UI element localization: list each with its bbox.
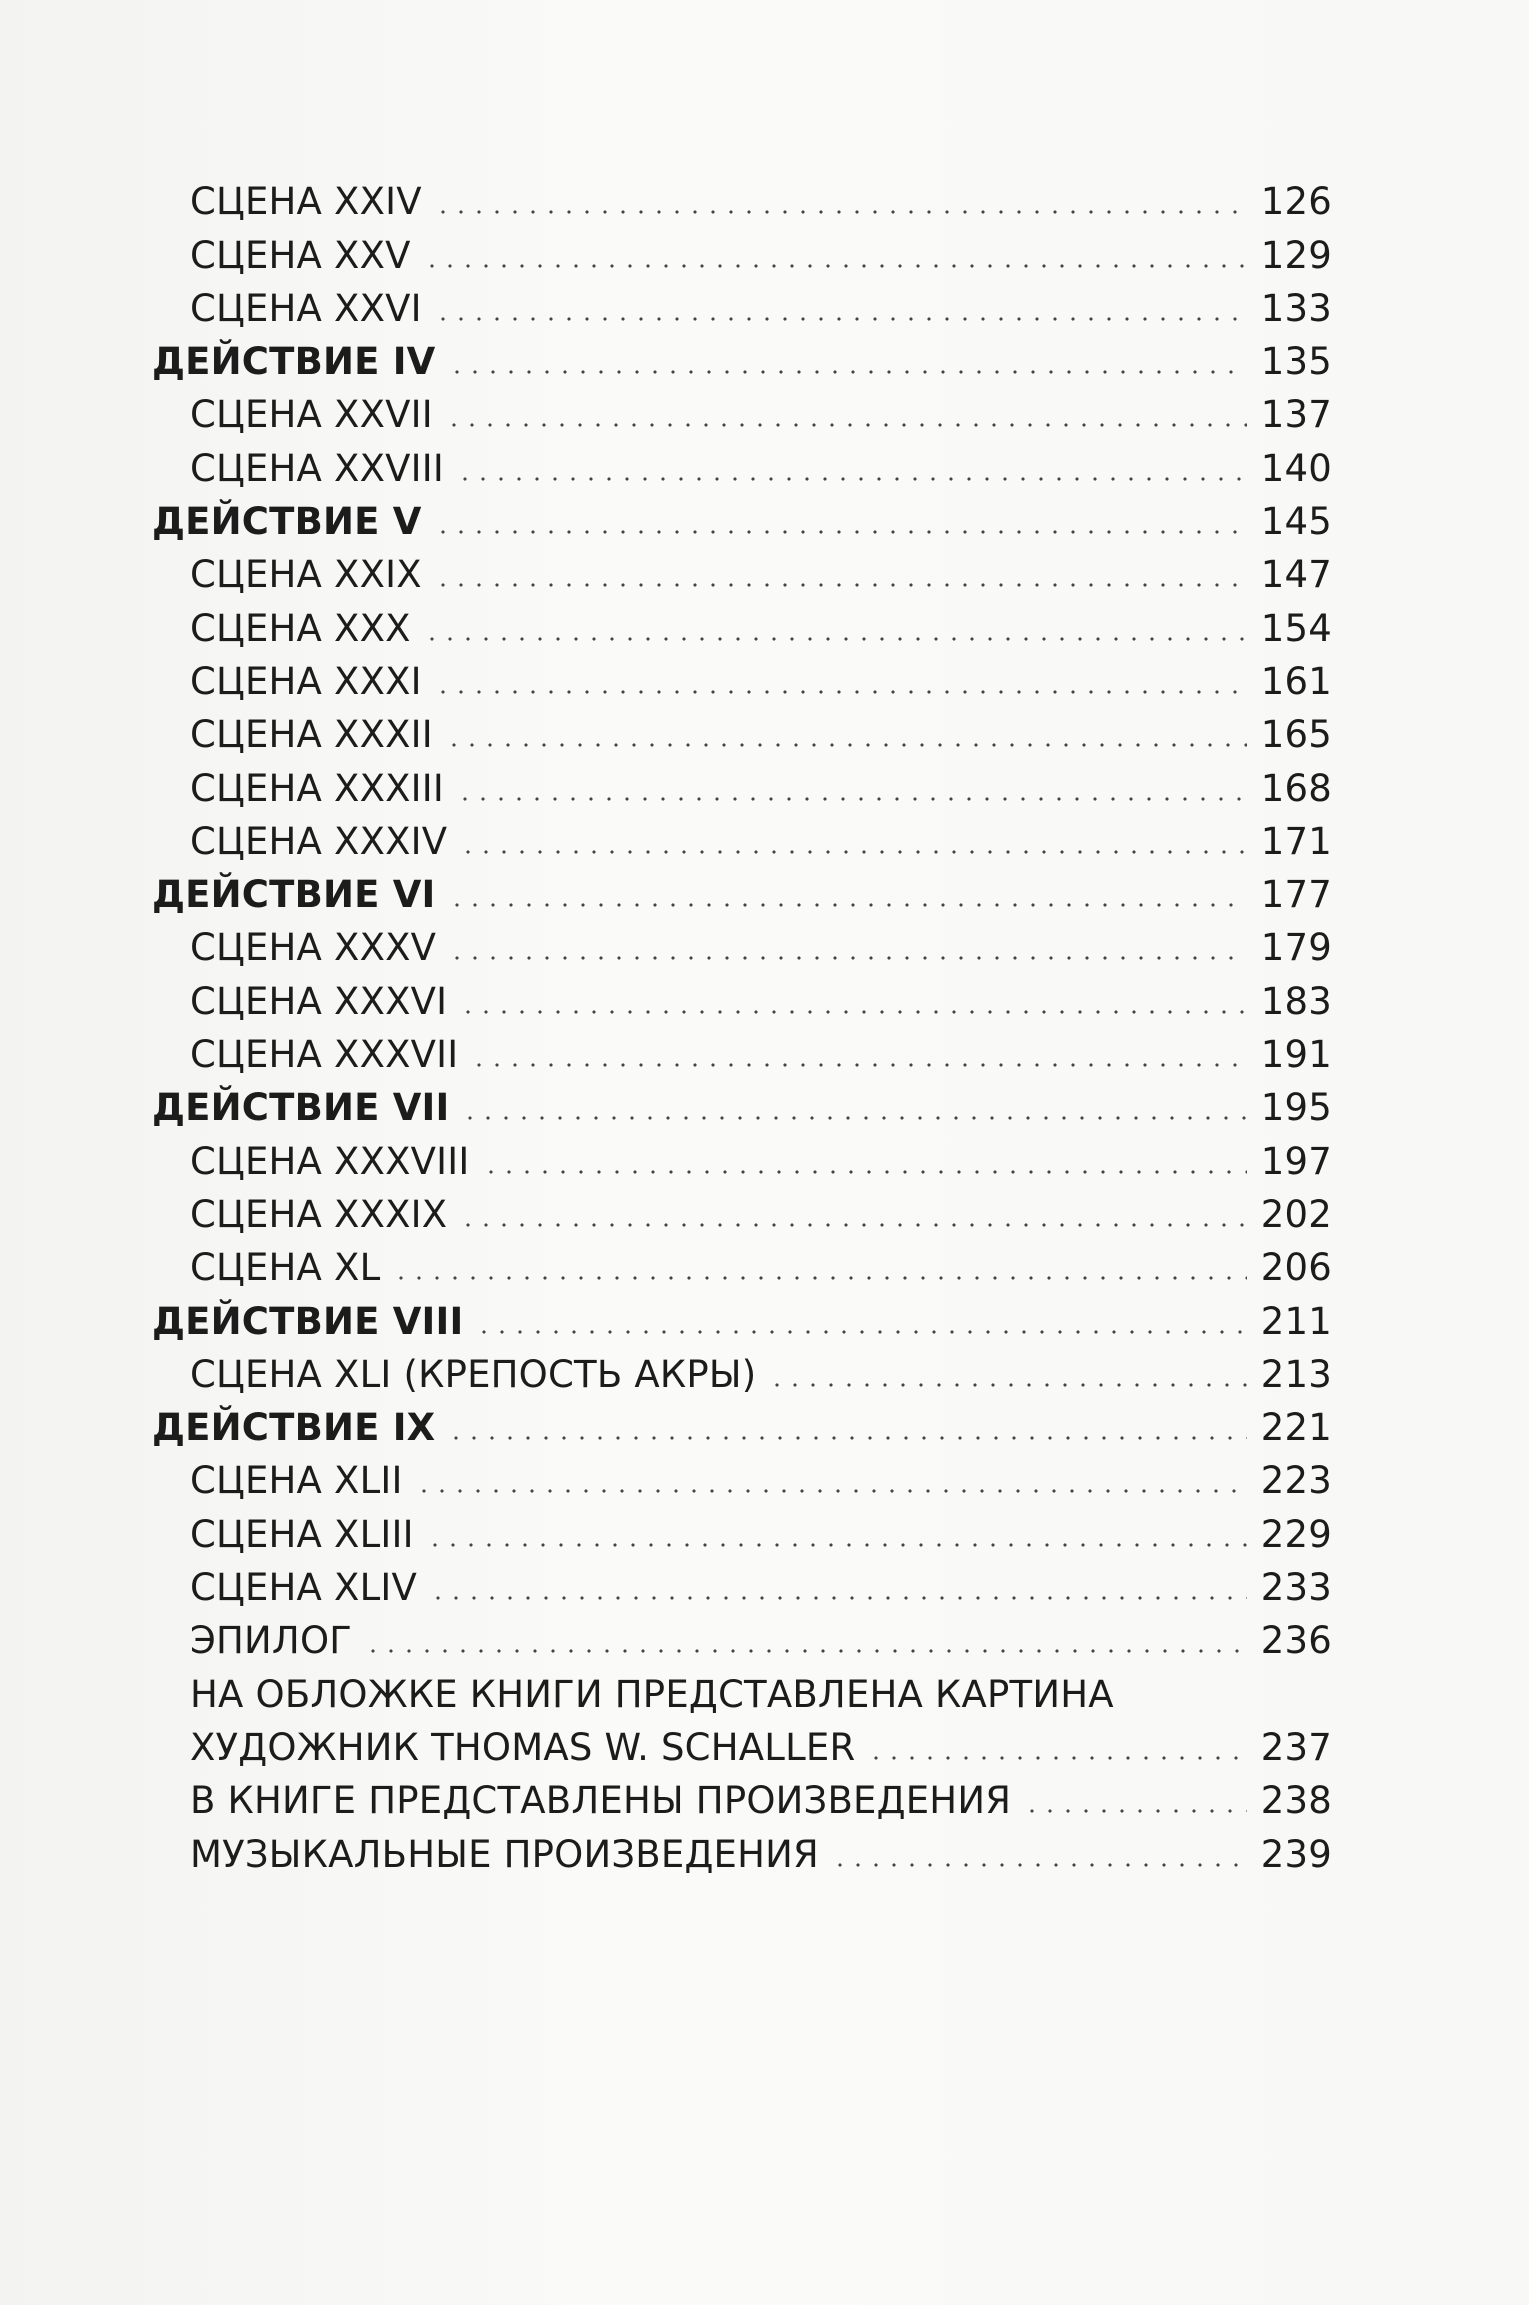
toc-scene-entry — [152, 1819, 1332, 1876]
dot-leader — [470, 1063, 1246, 1067]
toc-entry-title: ДЕЙСТВИЕ VII — [152, 1086, 450, 1130]
toc-entry-title: СЦЕНА XXVIII — [190, 446, 444, 490]
toc-scene-entry — [152, 540, 1332, 597]
toc-scene-entry — [152, 1446, 1332, 1503]
toc-entry-title: СЦЕНА XXXVII — [190, 1033, 459, 1077]
dot-leader — [456, 797, 1247, 801]
toc-scene-entry — [152, 913, 1332, 970]
toc-page-number: 183 — [1260, 979, 1332, 1023]
toc-act-entry — [152, 1286, 1332, 1343]
toc-entry-title: ЭПИЛОГ — [190, 1619, 353, 1663]
toc-act-entry — [152, 1073, 1332, 1130]
toc-entry-title: СЦЕНА XLIV — [190, 1566, 418, 1610]
dot-leader — [392, 1276, 1246, 1280]
dot-leader — [434, 690, 1247, 694]
dot-leader — [364, 1649, 1247, 1653]
toc-scene-entry — [152, 647, 1332, 703]
dot-leader — [445, 423, 1247, 427]
toc-page-number: 213 — [1260, 1352, 1332, 1396]
dot-leader — [434, 530, 1247, 534]
toc-scene-entry — [152, 1180, 1332, 1236]
toc-act-entry — [152, 487, 1332, 544]
dot-leader — [448, 370, 1247, 374]
toc-entry-title: СЦЕНА XXVII — [190, 393, 433, 437]
toc-scene-entry — [152, 1553, 1332, 1610]
toc-act-entry — [152, 1393, 1332, 1450]
dot-leader — [768, 1383, 1246, 1387]
toc-scene-entry — [152, 807, 1332, 863]
dot-leader — [423, 637, 1247, 641]
toc-entry-title: ДЕЙСТВИЕ VIII — [152, 1299, 464, 1343]
toc-page-number: 154 — [1260, 606, 1332, 650]
toc-entry-title: СЦЕНА XLIII — [190, 1512, 414, 1556]
toc-page-number: 191 — [1260, 1033, 1332, 1077]
toc-entry-title: В КНИГЕ ПРЕДСТАВЛЕНЫ ПРОИЗВЕДЕНИЯ — [190, 1779, 1012, 1823]
toc-entry-title: СЦЕНА XXXI — [190, 659, 422, 703]
dot-leader — [1023, 1809, 1247, 1813]
dot-leader — [448, 956, 1247, 960]
toc-entry-title: СЦЕНА XXVI — [190, 286, 422, 330]
toc-scene-entry — [152, 380, 1332, 437]
toc-entry-title: СЦЕНА XXXIX — [190, 1192, 448, 1236]
dot-leader — [426, 1543, 1247, 1547]
dot-leader — [456, 477, 1247, 481]
toc-scene-entry — [152, 167, 1332, 224]
dot-leader — [423, 264, 1247, 268]
dot-leader — [447, 1436, 1246, 1440]
toc-entry-title: ДЕЙСТВИЕ V — [152, 500, 422, 544]
dot-leader — [867, 1756, 1246, 1760]
toc-entry-title: СЦЕНА XXIX — [190, 553, 422, 597]
toc-entry-title: ДЕЙСТВИЕ IX — [152, 1406, 436, 1450]
toc-page-number: 133 — [1260, 286, 1332, 330]
toc-page-number: 137 — [1260, 393, 1332, 437]
toc-entry-title: СЦЕНА XXXVI — [190, 979, 448, 1023]
toc-entry-title: СЦЕНА XLII — [190, 1459, 403, 1503]
dot-leader — [459, 1010, 1246, 1014]
toc-page-number: 202 — [1260, 1192, 1332, 1236]
toc-scene-entry — [152, 1659, 1332, 1716]
toc-page-number: 236 — [1260, 1619, 1332, 1663]
toc-page-number: 145 — [1260, 500, 1332, 544]
toc-entry-title: МУЗЫКАЛЬНЫЕ ПРОИЗВЕДЕНИЯ — [190, 1832, 819, 1876]
toc-page-number: 237 — [1260, 1725, 1332, 1769]
toc-scene-entry — [152, 966, 1332, 1023]
toc-entry-title: СЦЕНА XXXVIII — [190, 1139, 470, 1183]
toc-entry-title: ДЕЙСТВИЕ VI — [152, 873, 436, 917]
toc-page-number: 126 — [1260, 180, 1332, 224]
toc-page-number: 223 — [1260, 1459, 1332, 1503]
toc-page-number: 238 — [1260, 1779, 1332, 1823]
toc-page-number: 147 — [1260, 553, 1332, 597]
dot-leader — [831, 1863, 1247, 1867]
toc-page-number: 168 — [1260, 766, 1332, 810]
toc-page-number: 229 — [1260, 1512, 1332, 1556]
toc-page-number: 233 — [1260, 1566, 1332, 1610]
toc-page-number: 129 — [1260, 233, 1332, 277]
toc-scene-entry — [152, 1020, 1332, 1077]
dot-leader — [461, 1116, 1246, 1120]
toc-entry-title: ХУДОЖНИК THOMAS W. SCHALLER — [190, 1725, 856, 1769]
toc-page-number: 221 — [1260, 1406, 1332, 1450]
toc-page-number: 140 — [1260, 446, 1332, 490]
dot-leader — [448, 903, 1247, 907]
dot-leader — [445, 743, 1247, 747]
toc-page-number: 239 — [1260, 1832, 1332, 1876]
dot-leader — [459, 1223, 1246, 1227]
dot-leader — [434, 210, 1247, 214]
toc-scene-entry — [152, 220, 1332, 277]
toc-page-number: 135 — [1260, 340, 1332, 384]
toc-scene-entry — [152, 274, 1332, 330]
dot-leader — [415, 1489, 1247, 1493]
toc-page-number: 179 — [1260, 926, 1332, 970]
toc-entry-title: СЦЕНА XL — [190, 1246, 381, 1290]
toc-scene-entry — [152, 753, 1332, 810]
toc-entry-title: СЦЕНА XXXV — [190, 926, 437, 970]
toc-page-number: 211 — [1260, 1299, 1332, 1343]
toc-scene-entry — [152, 1499, 1332, 1556]
toc-entry-title: СЦЕНА XXV — [190, 233, 411, 277]
toc-entry-title: СЦЕНА XLI (КРЕПОСТЬ АКРЫ) — [190, 1352, 757, 1396]
toc-entry-title: СЦЕНА XXXIII — [190, 766, 445, 810]
toc-scene-entry — [152, 1766, 1332, 1823]
toc-entry-title: СЦЕНА XXXIV — [190, 819, 448, 863]
dot-leader — [482, 1170, 1247, 1174]
table-of-contents — [152, 167, 1332, 1876]
toc-scene-entry — [152, 1606, 1332, 1663]
toc-scene-entry — [152, 433, 1332, 490]
dot-leader — [475, 1330, 1246, 1334]
toc-act-entry — [152, 327, 1332, 384]
toc-scene-entry — [152, 1340, 1332, 1396]
toc-page-number: 161 — [1260, 659, 1332, 703]
toc-entry-title: ДЕЙСТВИЕ IV — [152, 340, 436, 384]
dot-leader — [459, 850, 1246, 854]
dot-leader — [434, 317, 1247, 321]
toc-entry-title: СЦЕНА XXXII — [190, 713, 433, 757]
toc-page-number: 206 — [1260, 1246, 1332, 1290]
toc-scene-entry — [152, 593, 1332, 650]
toc-page-number: 171 — [1260, 819, 1332, 863]
toc-page-number: 197 — [1260, 1139, 1332, 1183]
toc-scene-entry — [152, 700, 1332, 757]
toc-scene-entry — [152, 1713, 1332, 1769]
toc-entry-title: НА ОБЛОЖКЕ КНИГИ ПРЕДСТАВЛЕНА КАРТИНА — [190, 1672, 1114, 1716]
toc-page-number: 165 — [1260, 713, 1332, 757]
toc-scene-entry — [152, 1126, 1332, 1183]
toc-scene-entry — [152, 1233, 1332, 1290]
toc-entry-title: СЦЕНА XXIV — [190, 180, 422, 224]
toc-page-number: 177 — [1260, 873, 1332, 917]
toc-page-number: 195 — [1260, 1086, 1332, 1130]
toc-entry-title: СЦЕНА XXX — [190, 606, 411, 650]
dot-leader — [434, 583, 1247, 587]
dot-leader — [429, 1596, 1247, 1600]
toc-act-entry — [152, 860, 1332, 917]
